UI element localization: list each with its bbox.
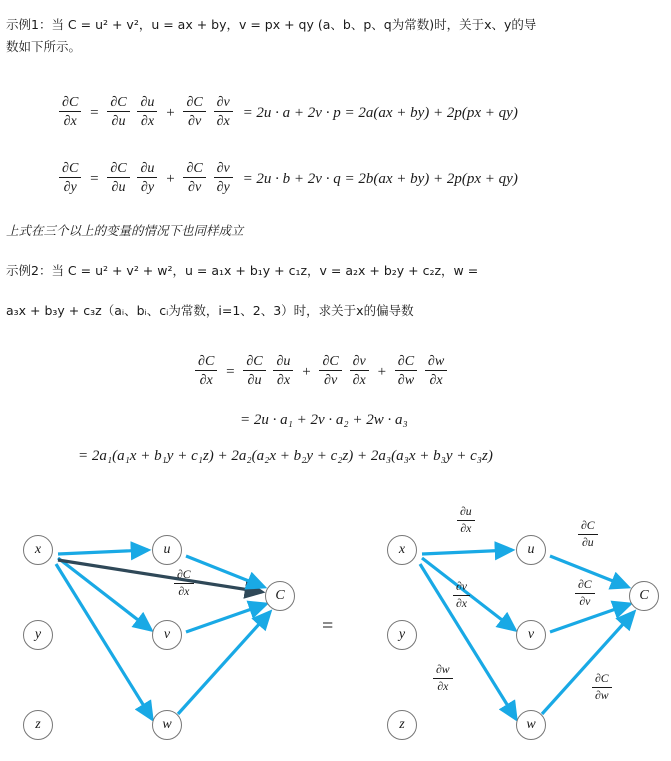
example2-paragraph [6, 251, 666, 331]
diagram-arrows [0, 500, 671, 761]
right-node-u: u [516, 535, 546, 565]
equation-dc-dx-three-vars [193, 353, 449, 388]
left-node-z: z [23, 710, 53, 740]
left-edge-label-dc-dx: $\frac{\partial C}{\partial x}$ [172, 568, 196, 598]
left-node-w: w [152, 710, 182, 740]
diagram-equals: = [322, 615, 334, 637]
equation-dc-dx [57, 94, 518, 129]
example1-line2: 数如下所示。 [6, 39, 82, 54]
left-node-y: y [23, 620, 53, 650]
eq1-plus: + [166, 104, 175, 121]
eq1-term1: $\frac{\partial C}{\partial u}$ [107, 94, 129, 129]
example1-label: 示例1： [6, 17, 52, 32]
eq3-term4: $\frac{\partial v}{\partial x}$ [350, 353, 369, 388]
eq3-term3: $\frac{\partial C}{\partial v}$ [319, 353, 341, 388]
right-node-x: x [387, 535, 417, 565]
right-edge-label-dc-dw: $\frac{\partial C}{\partial w}$ [590, 672, 614, 702]
right-node-w: w [516, 710, 546, 740]
eq2-lhs-fraction: $\frac{\partial C}{\partial y}$ [59, 160, 81, 195]
right-edge-label-du-dx: $\frac{\partial u}{\partial x}$ [455, 505, 477, 535]
eq1-term3: $\frac{\partial C}{\partial v}$ [183, 94, 205, 129]
right-edge-label-dv-dx: $\frac{\partial v}{\partial x}$ [451, 580, 472, 610]
eq1-term2: $\frac{\partial u}{\partial x}$ [137, 94, 157, 129]
example2-line1: 当 C = u² + v² + w²，u = a₁x + b₁y + c₁z，v = a₂x + b₂y + c₂z，w = [51, 263, 479, 278]
eq2-term3: $\frac{\partial C}{\partial v}$ [183, 160, 205, 195]
right-edge-label-dc-dv: $\frac{\partial C}{\partial v}$ [573, 578, 597, 608]
eq2-equals: = [90, 170, 99, 187]
eq1-rhs: = 2u · a + 2v · p = 2a(ax + by) + 2p(px + qy) [242, 104, 518, 121]
eq2-term1: $\frac{\partial C}{\partial u}$ [107, 160, 129, 195]
left-node-v: v [152, 620, 182, 650]
eq3-lhs-fraction: $\frac{\partial C}{\partial x}$ [195, 353, 217, 388]
right-node-v: v [516, 620, 546, 650]
eq3-equals: = [226, 363, 235, 380]
chain-rule-diagram [0, 500, 671, 761]
eq3-plus-1: + [302, 363, 311, 380]
eq2-rhs: = 2u · b + 2v · q = 2b(ax + by) + 2p(px + qy) [242, 170, 518, 187]
eq2-plus: + [166, 170, 175, 187]
equation-dc-dx-line2: = 2u · a₁ + 2v · a₂ + 2w · a₃ [240, 412, 408, 428]
eq3-plus-2: + [377, 363, 387, 380]
eq1-lhs-fraction: $\frac{\partial C}{\partial x}$ [59, 94, 81, 129]
eq1-term4: $\frac{\partial v}{\partial x}$ [214, 94, 233, 129]
left-node-u: u [152, 535, 182, 565]
right-node-y: y [387, 620, 417, 650]
equation-dc-dx-line3: = 2a₁(a₁x + b₁y + c₁z) + 2a₂(a₂x + b₂y + c₂z) + 2a₃(a₃x + b₃y + c₃z) [78, 448, 493, 464]
right-node-c: C [629, 581, 659, 611]
example1-line1: 当 C = u² + v²，u = ax + by，v = px + qy (a、b、p、q为常数)时，关于x、y的导 [51, 17, 537, 32]
eq1-equals: = [90, 104, 99, 121]
example2-label: 示例2： [6, 263, 52, 278]
example1-paragraph [6, 14, 666, 58]
eq3-term2: $\frac{\partial u}{\partial x}$ [273, 353, 293, 388]
right-node-z: z [387, 710, 417, 740]
eq3-term1: $\frac{\partial C}{\partial u}$ [243, 353, 265, 388]
eq2-term2: $\frac{\partial u}{\partial y}$ [137, 160, 157, 195]
general-note: 上式在三个以上的变量的情况下也同样成立 [6, 223, 244, 238]
eq3-term5: $\frac{\partial C}{\partial w}$ [395, 353, 417, 388]
right-edge-label-dc-du: $\frac{\partial C}{\partial u}$ [576, 519, 600, 549]
right-edge-label-dw-dx: $\frac{\partial w}{\partial x}$ [431, 663, 455, 693]
eq3-term6: $\frac{\partial w}{\partial x}$ [425, 353, 447, 388]
eq2-term4: $\frac{\partial v}{\partial y}$ [214, 160, 233, 195]
left-node-x: x [23, 535, 53, 565]
left-node-c: C [265, 581, 295, 611]
example2-line2: a₃x + b₃y + c₃z（aᵢ、bᵢ、cᵢ为常数，i=1、2、3）时，求关于x的偏导数 [6, 303, 414, 318]
equation-dc-dy [57, 160, 518, 195]
